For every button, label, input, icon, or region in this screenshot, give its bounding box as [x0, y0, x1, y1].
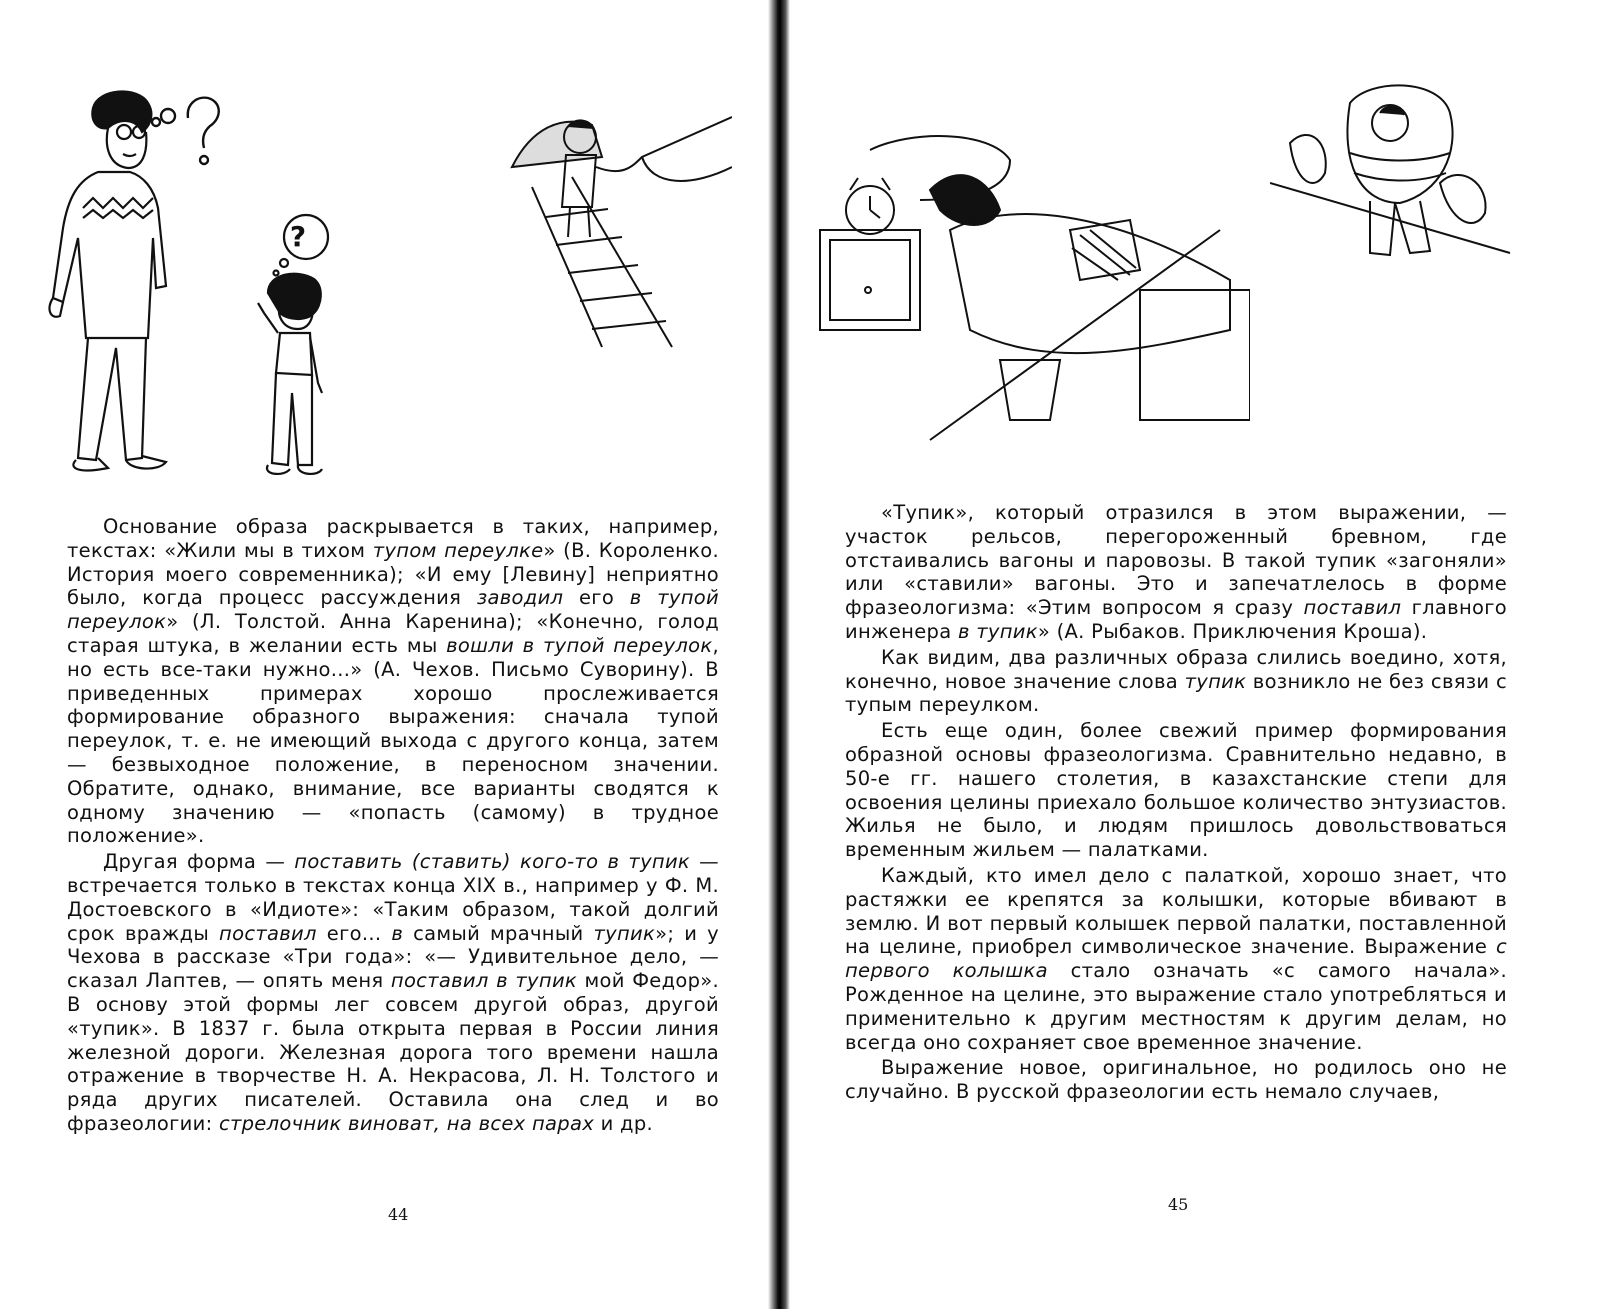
text-run: — встречается только в текстах конца XIX в., например у Ф. М. Достоевского в «Идиоте»: «Таким образом, такой долгий срок вражды [67, 850, 719, 945]
text-run: его [563, 586, 630, 610]
boy-tied-to-perch-with-hens-illustration [1270, 83, 1570, 283]
text-run: » (Л. Толстой. Анна Каренина); «Конечно, голод старая штука, в желании есть мы [67, 610, 719, 657]
right-page [790, 0, 1601, 1309]
man-with-question-marks-illustration [38, 88, 238, 488]
text-run: и др. [594, 1111, 654, 1135]
left-page-text [67, 515, 719, 1136]
italic-phrase: вошли в тупой переулок [446, 633, 713, 657]
text-run: »; и у Чехова в рассказе «Три года»: «— Удивительное дело, — сказал Лаптев, — опять меня [67, 921, 719, 993]
boy-with-question-mark-illustration [228, 213, 348, 483]
sleeping-boy-in-bed-illustration [810, 130, 1250, 470]
right-paragraph-1 [845, 501, 1507, 644]
left-paragraph-2 [67, 850, 719, 1136]
right-page-text [845, 501, 1507, 1104]
text-run: » (В. Короленко. История моего современника); «И ему [Левину] неприятно было, когда процесс рассуждения [67, 538, 719, 610]
text-run: Есть еще один, более свежий пример формирования образной основы фразеологизма. Сравнительно недавно, в 50-е гг. нашего столетия, в казахстанские степи для освоения целины приехало большое количество энтузиастов. Жилья не было, и людям пришлось довольствоваться временным жильем — палатками. [845, 719, 1507, 862]
italic-phrase: тупик [1184, 669, 1247, 693]
text-run: возникло не без связи с тупым переулком. [845, 669, 1507, 717]
italic-phrase: в тупой переулок [67, 586, 719, 634]
text-run: Выражение новое, оригинальное, но родилось оно не случайно. В русской фразеологии есть немало случаев, [845, 1056, 1507, 1104]
text-run: мой Федор». В основу этой формы лег совсем другой образ, другой «тупик». В 1837 г. была открыта первая в России линия железной дороги. Железная дорога того времени нашла отражение в творчестве Н. А. Некрасова, Л. Н. Толстого и ряда других писателей. Оставила она след и во фразеологии: [67, 969, 719, 1135]
italic-phrase: заводил [476, 586, 564, 610]
text-run: стало означать «с самого начала». Рожденное на целине, это выражение стало употребляться и применительно к другим местностям к другим делам, но всегда оно сохраняет свое временное значение. [845, 959, 1507, 1054]
italic-phrase: поставил [1303, 596, 1402, 620]
page-number-right: 45 [1168, 1195, 1189, 1214]
text-run: Другая форма — [103, 850, 295, 874]
left-paragraph-1 [67, 515, 719, 848]
book-spine [768, 0, 790, 1309]
italic-phrase: в тупик [957, 619, 1038, 643]
text-run: «Тупик», который отразился в этом выражении, — участок рельсов, перегороженный бревном, где отстаивались вагоны и паровозы. В такой тупик «загоняли» или «ставили» вагоны. Это и запечатлелось в форме фразеологизма: «Этим вопросом я сразу [845, 501, 1507, 620]
text-run: главного инженера [845, 596, 1508, 643]
text-run: Основание образа раскрывается в таких, например, текстах: «Жили мы в тихом [67, 515, 719, 562]
text-run: Каждый, кто имел дело с палаткой, хорошо знает, что растяжки ее крепятся за колышки, которые вбивают в землю. И вот первый колышек первой палатки, поставленной на целине, приобрел символическое значение. Выражение [845, 863, 1507, 959]
boy-on-railway-track-illustration [492, 97, 732, 362]
italic-phrase: тупик [593, 921, 656, 945]
italic-phrase: тупом переулке [372, 538, 544, 562]
italic-phrase: стрелочник виноват, на всех парах [218, 1111, 595, 1135]
italic-phrase: поставил в тупик [390, 969, 578, 993]
right-paragraph-4 [845, 864, 1507, 1054]
text-run: его... [316, 921, 392, 945]
question-mark-symbol: ? [289, 220, 307, 253]
italic-phrase: поставил [219, 921, 317, 945]
left-page [0, 0, 775, 1309]
text-run: , но есть все-таки нужно...» (А. Чехов. Письмо Суворину). В приведенных примерах хорошо прослеживается формирование образного выражения: сначала тупой переулок, т. е. не имеющий выхода с другого конца, затем — безвыходное положение, в переносном значении. Обратите, однако, внимание, все варианты сводятся к одному значению — «попасть (самому) в трудное положение». [67, 633, 719, 848]
italic-phrase: в [391, 921, 404, 945]
text-run: Как видим, два различных образа слились воедино, хотя, конечно, новое значение слова [845, 645, 1507, 693]
italic-phrase: поставить (ставить) кого-то в тупик [294, 850, 691, 874]
text-run: самый мрачный [403, 921, 594, 945]
right-paragraph-5 [845, 1056, 1507, 1104]
right-paragraph-2 [845, 646, 1507, 717]
italic-phrase: с первого колышка [845, 935, 1507, 983]
text-run: » (А. Рыбаков. Приключения Кроша). [1037, 619, 1428, 643]
right-paragraph-3 [845, 719, 1507, 862]
page-number-left: 44 [388, 1205, 409, 1224]
